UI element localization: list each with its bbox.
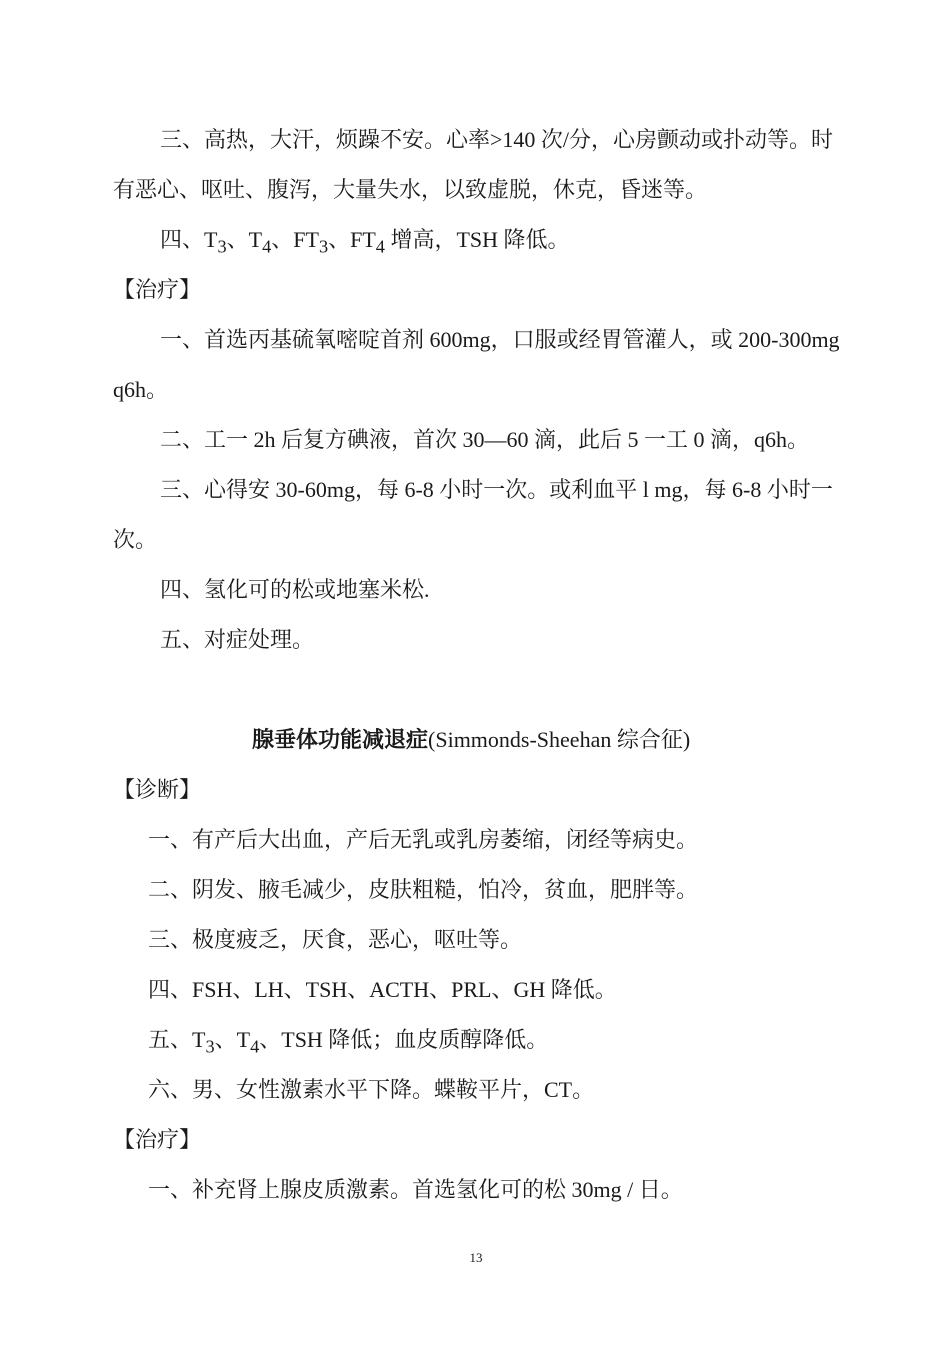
treatment-2: 二、工一 2h 后复方碘液，首次 30—60 滴，此后 5 一工 0 滴，q6h。: [160, 427, 810, 452]
text-segment: 、T: [226, 227, 263, 252]
treatment-4: 四、氢化可的松或地塞米松.: [160, 577, 430, 602]
treatment-2-item-1: 一、补充肾上腺皮质激素。首选氢化可的松 30mg / 日。: [148, 1177, 683, 1202]
symptom-4-lab: [160, 226, 570, 260]
diagnosis-4: 四、FSH、LH、TSH、ACTH、PRL、GH 降低。: [148, 977, 617, 1002]
page-number: 13: [469, 1250, 483, 1265]
text-segment: 、TSH 降低；血皮质醇降低。: [259, 1027, 549, 1052]
treatment-heading-1: 【治疗】: [113, 277, 202, 302]
diagnosis-5: [148, 1026, 548, 1060]
diagnosis-3: 三、极度疲乏，厌食，恶心，呕吐等。: [148, 927, 523, 952]
treatment-heading-2: 【治疗】: [113, 1127, 202, 1152]
symptom-3-line-1: 三、高热，大汗，烦躁不安。心率>140 次/分，心房颤动或扑动等。时: [160, 127, 834, 152]
section-title: [252, 726, 690, 754]
text-segment: 、T: [214, 1027, 251, 1052]
subscript: 4: [250, 1036, 260, 1057]
diagnosis-6: 六、男、女性激素水平下降。蝶鞍平片，CT。: [148, 1077, 595, 1102]
subscript: 3: [318, 236, 329, 257]
text-segment: 、FT: [271, 227, 319, 252]
subscript: 3: [217, 236, 227, 257]
text-segment: 增高，TSH 降低。: [384, 227, 570, 252]
diagnosis-2: 二、阴发、腋毛减少，皮肤粗糙，怕冷，贫血，肥胖等。: [148, 877, 699, 902]
text-segment: 五、T: [148, 1027, 206, 1052]
diagnosis-heading: 【诊断】: [113, 777, 202, 802]
diagnosis-1: 一、有产后大出血，产后无乳或乳房萎缩，闭经等病史。: [148, 827, 699, 852]
treatment-1-line-2: q6h。: [113, 377, 169, 402]
subscript: 4: [375, 236, 385, 257]
section-title-cn: 腺垂体功能减退症: [252, 727, 429, 752]
treatment-5: 五、对症处理。: [160, 627, 315, 652]
symptom-3-line-2: 有恶心、呕吐、腹泻，大量失水，以致虚脱，休克，昏迷等。: [113, 177, 708, 202]
treatment-3-line-2: 次。: [113, 527, 158, 552]
treatment-3-line-1: 三、心得安 30-60mg，每 6-8 小时一次。或利血平 l mg，每 6-8 小时一: [160, 477, 833, 502]
text-segment: 、FT: [328, 227, 376, 252]
subscript: 3: [205, 1036, 215, 1057]
text-segment: 四、T: [160, 227, 218, 252]
section-title-latin: (Simmonds-Sheehan 综合征): [428, 727, 691, 752]
treatment-1-line-1: 一、首选丙基硫氧嘧啶首剂 600mg，口服或经胃管灌人，或 200-300mg: [160, 327, 840, 352]
subscript: 4: [262, 236, 272, 257]
